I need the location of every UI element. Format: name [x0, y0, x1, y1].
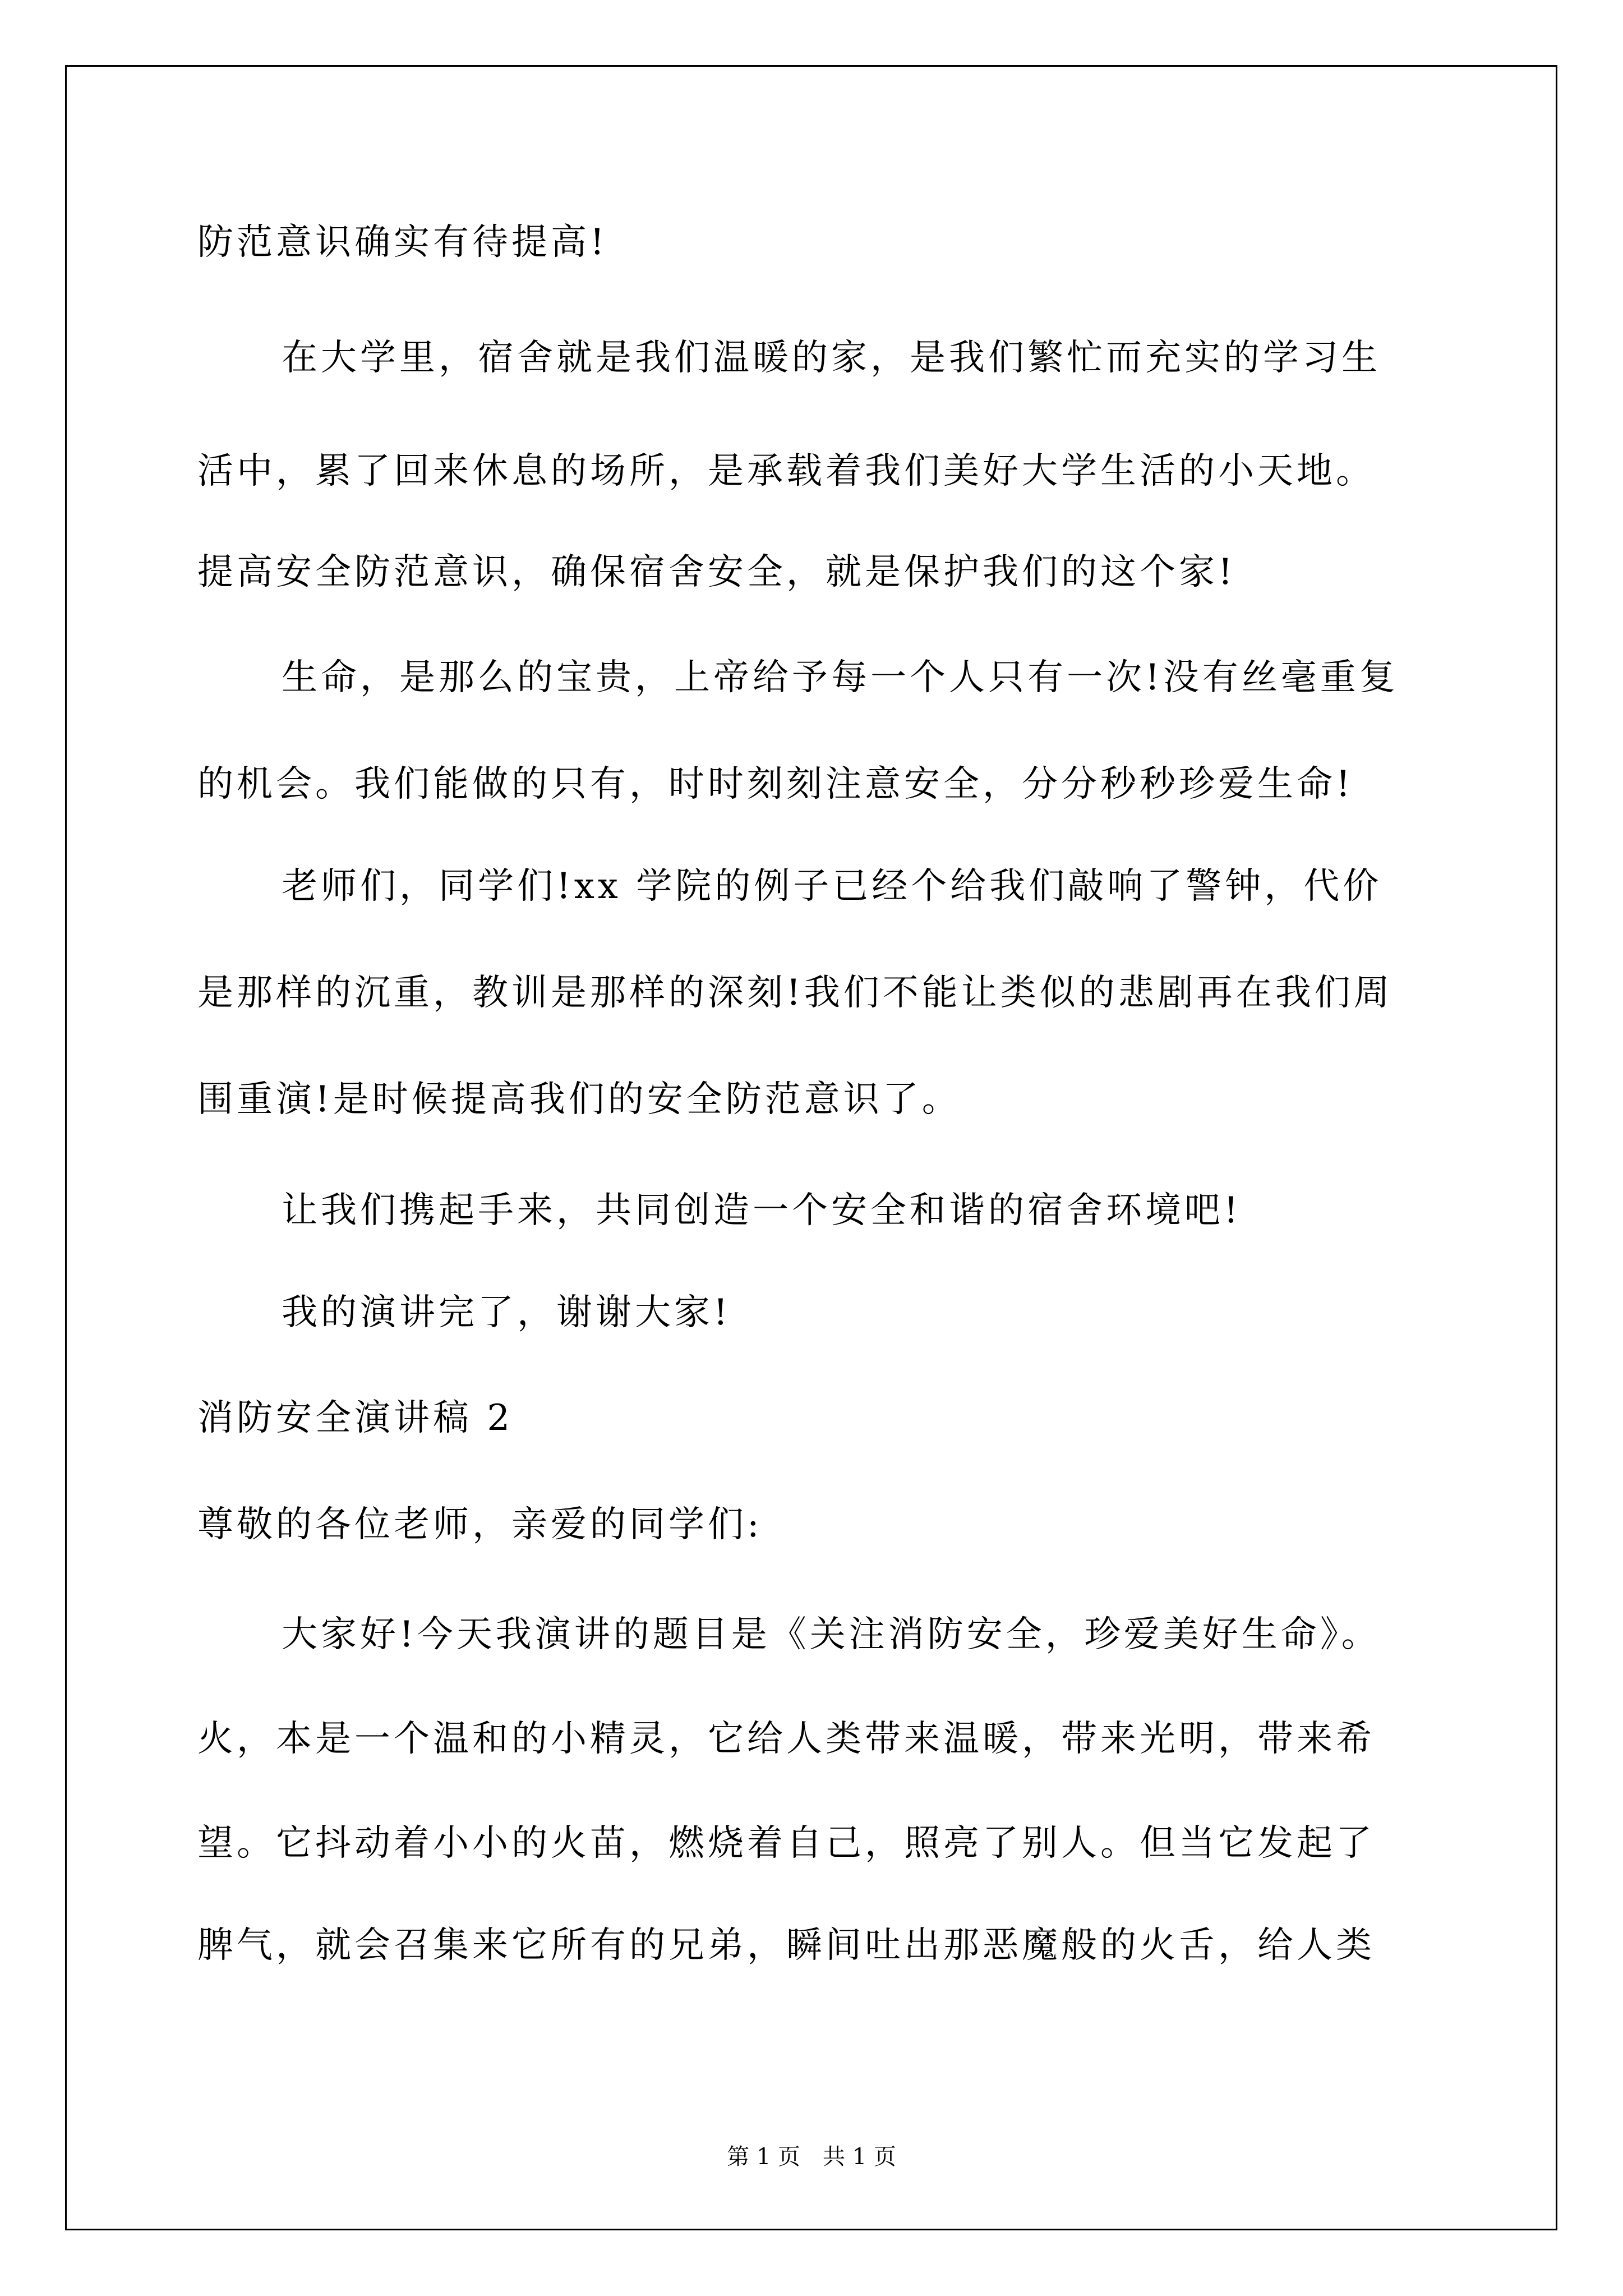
salutation: 尊敬的各位老师，亲爱的同学们:	[197, 1504, 763, 1545]
text-line: 提高安全防范意识，确保宿舍安全，就是保护我们的这个家!	[197, 551, 1236, 593]
text-line: 活中，累了回来休息的场所，是承载着我们美好大学生活的小天地。	[197, 450, 1375, 492]
text-line: 围重演!是时候提高我们的安全防范意识了。	[197, 1079, 961, 1120]
text-line: 我的演讲完了，谢谢大家!	[282, 1292, 731, 1333]
page-footer	[0, 2143, 1623, 2171]
text-line: 望。它抖动着小小的火苗，燃烧着自己，照亮了别人。但当它发起了	[197, 1823, 1375, 1864]
page-total: 共 1 页	[823, 2144, 896, 2170]
text-line: 在大学里，宿舍就是我们温暖的家，是我们繁忙而充实的学习生	[282, 337, 1381, 379]
text-line: 脾气，就会召集来它所有的兄弟，瞬间吐出那恶魔般的火舌，给人类	[197, 1925, 1375, 1966]
section-heading: 消防安全演讲稿 2	[197, 1397, 514, 1439]
text-line: 是那样的沉重，教训是那样的深刻!我们不能让类似的悲剧再在我们周	[197, 972, 1393, 1014]
text-line: 火，本是一个温和的小精灵，它给人类带来温暖，带来光明，带来希	[197, 1718, 1375, 1760]
page-border	[65, 65, 1557, 2230]
page-number: 第 1 页	[727, 2144, 800, 2170]
text-line: 防范意识确实有待提高!	[197, 222, 608, 263]
text-line: 的机会。我们能做的只有，时时刻刻注意安全，分分秒秒珍爱生命!	[197, 763, 1354, 805]
text-line: 生命，是那么的宝贵，上帝给予每一个人只有一次!没有丝毫重复	[282, 657, 1399, 698]
text-line: 让我们携起手来，共同创造一个安全和谐的宿舍环境吧!	[282, 1190, 1242, 1231]
text-line: 老师们，同学们!xx 学院的例子已经个给我们敲响了警钟，代价	[282, 866, 1382, 907]
text-line: 大家好!今天我演讲的题目是《关注消防安全，珍爱美好生命》。	[282, 1614, 1381, 1655]
